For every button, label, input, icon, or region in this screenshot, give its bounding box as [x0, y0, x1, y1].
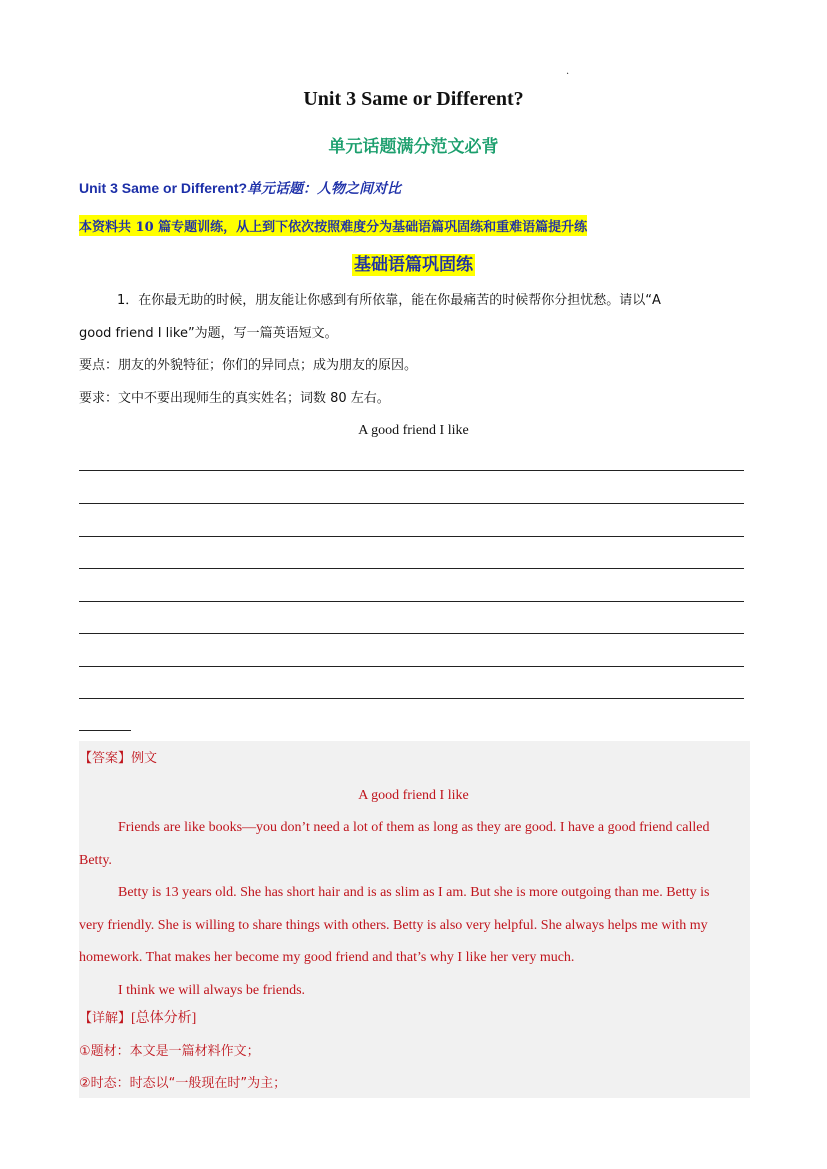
section-heading-text: 基础语篇巩固练: [354, 255, 473, 275]
intro-highlight: 本资料共 10 篇专题训练，从上到下依次按照难度分为基础语篇巩固练和重难语篇提升练: [79, 215, 587, 236]
writing-line[interactable]: [79, 568, 744, 569]
answer-label: 【答案】例文: [79, 751, 158, 766]
detail-label-text: 【详解】: [79, 1011, 132, 1026]
detail-item-1: ①题材：本文是一篇材料作文；: [79, 1044, 260, 1059]
answer-p2-line1: Betty is 13 years old. She has short hair and is as slim as I am. But she is more outgoing than me. Betty is: [118, 885, 710, 900]
header-dot: .: [566, 66, 570, 77]
footnote-separator: [79, 730, 131, 731]
answer-p1-line1: Friends are like books—you don’t need a lot of them as long as they are good. I have a good friend called: [118, 820, 710, 835]
unit-topic: [79, 178, 401, 198]
page-subtitle: 单元话题满分范文必背: [328, 137, 499, 157]
detail-label: [79, 1007, 196, 1027]
answer-p3: I think we will always be friends.: [118, 983, 306, 998]
section-heading: [0, 250, 827, 275]
writing-line[interactable]: [79, 470, 744, 471]
question-requirements: 要求：文中不要出现师生的真实姓名；词数 80 左右。: [79, 391, 390, 406]
writing-line[interactable]: [79, 503, 744, 504]
writing-line[interactable]: [79, 536, 744, 537]
writing-line[interactable]: [79, 601, 744, 602]
question-line-1: 1．在你最无助的时候，朋友能让你感到有所依靠，能在你最痛苦的时候帮你分担忧愁。请以“A: [117, 293, 661, 308]
writing-line[interactable]: [79, 698, 744, 699]
answer-p1-line2: Betty.: [79, 853, 112, 868]
writing-line[interactable]: [79, 666, 744, 667]
answer-title: A good friend I like: [358, 788, 469, 803]
page-title: Unit 3 Same or Different?: [303, 88, 524, 110]
answer-p2-line3: homework. That makes her become my good friend and that’s why I like her very much.: [79, 950, 575, 965]
answer-p2-line2: very friendly. She is willing to share things with others. Betty is also very helpful. She always helps me with my: [79, 918, 708, 933]
detail-head: [总体分析]: [131, 1011, 197, 1026]
unit-topic-en: Unit 3 Same or Different?: [79, 180, 248, 196]
essay-title: A good friend I like: [358, 423, 469, 438]
detail-item-2: ②时态：时态以“一般现在时”为主；: [79, 1076, 287, 1091]
question-line-2: good friend I like”为题，写一篇英语短文。: [79, 326, 338, 341]
unit-topic-cn: 单元话题：人物之间对比: [247, 181, 402, 197]
writing-line[interactable]: [79, 633, 744, 634]
question-points: 要点：朋友的外貌特征；你们的异同点；成为朋友的原因。: [79, 358, 418, 373]
